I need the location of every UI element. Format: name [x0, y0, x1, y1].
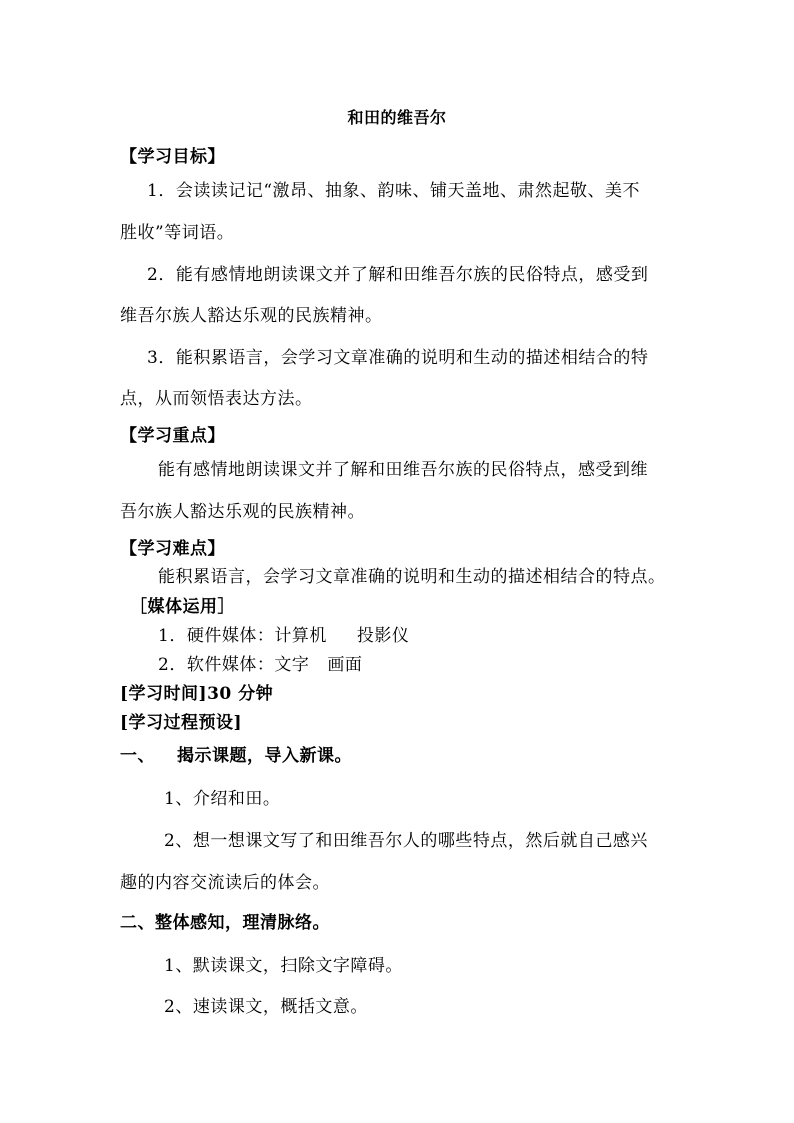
section-1-title: 揭示课题，导入新课。 [177, 746, 352, 766]
media-heading: ［媒体运用］ [130, 597, 235, 617]
media-software-extra: 画面 [327, 655, 363, 675]
objective-1-line-2: 胜收”等词语。 [120, 223, 235, 243]
section-2-item-1: 1、默读课文，扫除文字障碍。 [164, 956, 403, 976]
section-2-heading: 二、整体感知，理清脉络。 [120, 913, 330, 933]
objective-2-line-2: 维吾尔族人豁达乐观的民族精神。 [120, 306, 383, 326]
key-points-line-1: 能有感情地朗读课文并了解和田维吾尔族的民俗特点，感受到维 [158, 460, 648, 480]
document-title: 和田的维吾尔 [347, 108, 447, 127]
study-time: [学习时间]30 分钟 [120, 684, 274, 704]
section-1-item-2-line-1: 2、想一想课文写了和田维吾尔人的哪些特点，然后就自己感兴 [164, 831, 648, 851]
key-points-heading: 【学习重点】 [120, 426, 225, 446]
objective-2-line-1: 2．能有感情地朗读课文并了解和田维吾尔族的民俗特点，感受到 [147, 265, 649, 285]
media-software [158, 654, 362, 676]
media-software-label: 2．软件媒体：文字 [158, 655, 310, 675]
section-1-item-2-line-2: 趣的内容交流读后的体会。 [120, 873, 330, 893]
media-hardware-extra: 投影仪 [356, 626, 410, 646]
process-heading: [学习过程预设] [120, 713, 243, 733]
objective-3-line-2: 点，从而领悟表达方法。 [120, 389, 313, 409]
objective-3-line-1: 3．能积累语言，会学习文章准确的说明和生动的描述相结合的特 [147, 348, 649, 368]
objectives-heading: 【学习目标】 [120, 147, 225, 167]
section-1-number: 一、 [120, 746, 155, 766]
media-hardware-label: 1．硬件媒体：计算机 [158, 626, 327, 646]
section-1-item-1: 1、介绍和田。 [164, 789, 281, 809]
objective-1-line-1: 1．会读读记记“激昂、抽象、韵味、铺天盖地、肃然起敬、美不 [147, 181, 641, 201]
media-hardware [158, 625, 409, 647]
key-points-line-2: 吾尔族人豁达乐观的民族精神。 [120, 502, 365, 522]
difficulties-line-1: 能积累语言，会学习文章准确的说明和生动的描述相结合的特点。 [158, 567, 666, 587]
section-2-item-2: 2、速读课文，概括文意。 [164, 997, 368, 1017]
section-1-heading [120, 745, 352, 767]
difficulties-heading: 【学习难点】 [120, 539, 225, 559]
